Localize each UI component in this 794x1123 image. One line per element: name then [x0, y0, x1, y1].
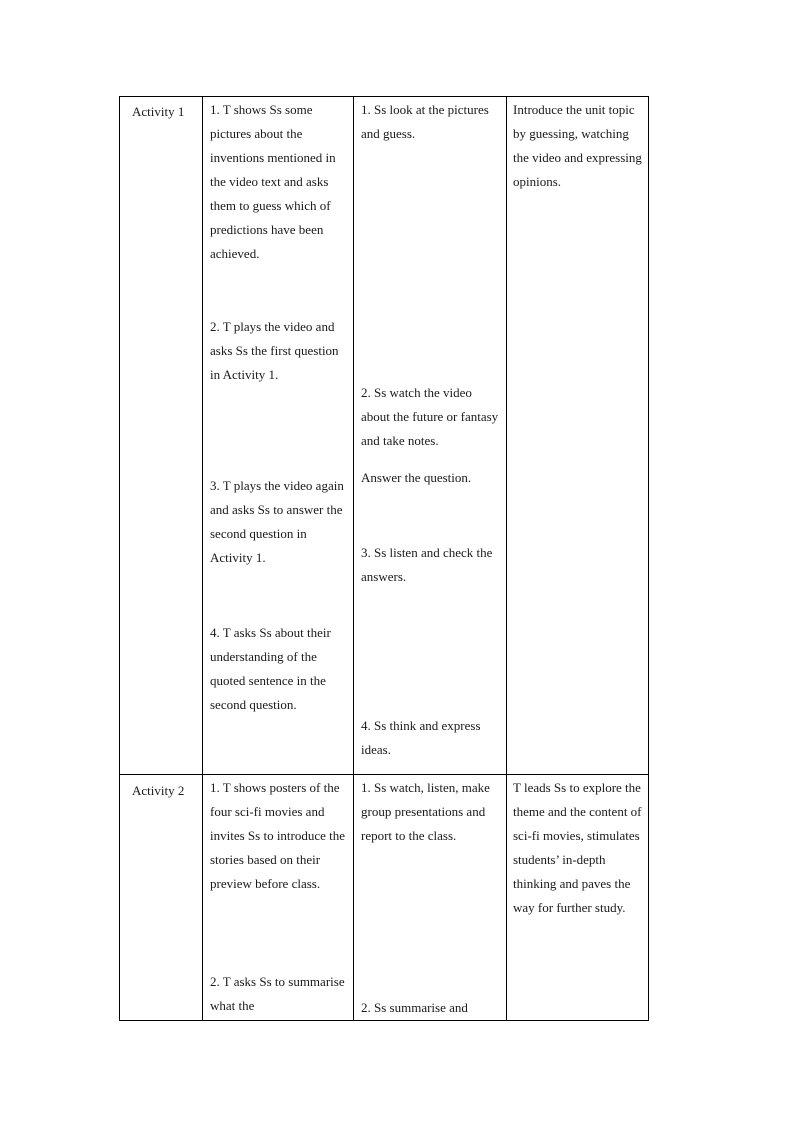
table-border-top: [119, 96, 649, 97]
column-divider: [202, 96, 203, 1021]
student-step: 3. Ss listen and check the answers.: [361, 545, 493, 584]
column-divider: [353, 96, 354, 1021]
purpose-text: T leads Ss to explore the theme and the content of sci-fi movies, stimulates students’ in-depth thinking and paves the way for further study.: [513, 780, 642, 915]
teacher-step: 2. T asks Ss to summarise what the: [210, 974, 345, 1013]
row-divider: [119, 774, 649, 775]
student-step: 2. Ss summarise and: [361, 1000, 468, 1015]
table-border-left: [119, 96, 120, 1021]
teacher-step: 4. T asks Ss about their understanding of the quoted sentence in the second question.: [210, 625, 331, 712]
student-step: 1. Ss look at the pictures and guess.: [361, 102, 489, 141]
table-border-bottom: [119, 1020, 649, 1021]
table-border-right: [648, 96, 649, 1021]
purpose-text: Introduce the unit topic by guessing, watching the video and expressing opinions.: [513, 102, 642, 189]
teacher-step: 1. T shows Ss some pictures about the inventions mentioned in the video text and asks them to guess which of predictions have been achieved.: [210, 102, 336, 261]
teacher-step: 2. T plays the video and asks Ss the first question in Activity 1.: [210, 319, 339, 382]
student-step: Answer the question.: [361, 470, 472, 485]
activity-label: Activity 1: [132, 104, 185, 119]
teacher-step: 3. T plays the video again and asks Ss to answer the second question in Activity 1.: [210, 478, 344, 565]
student-step: 2. Ss watch the video about the future or fantasy and take notes.: [361, 385, 499, 448]
column-divider: [506, 96, 507, 1021]
activity-label: Activity 2: [132, 783, 185, 798]
student-step: 1. Ss watch, listen, make group presentations and report to the class.: [361, 780, 490, 843]
student-step: 4. Ss think and express ideas.: [361, 718, 481, 757]
teacher-step: 1. T shows posters of the four sci-fi movies and invites Ss to introduce the stories based on their preview before class.: [210, 780, 346, 891]
